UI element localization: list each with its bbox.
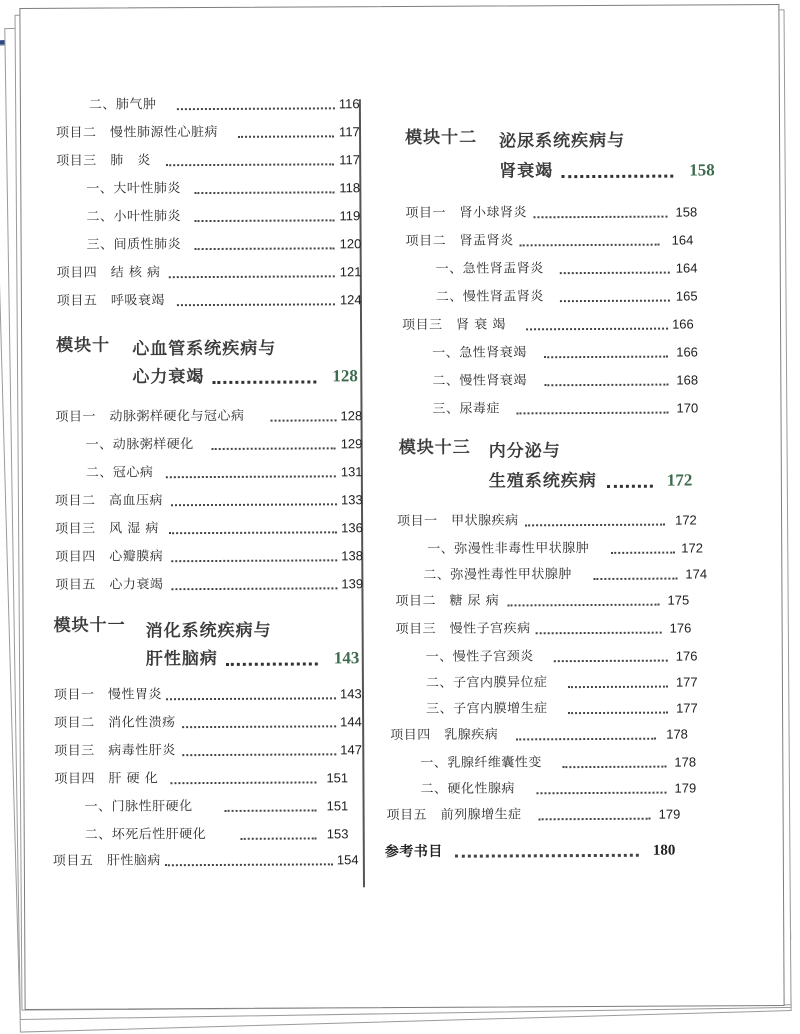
toc-entry-page: 178	[674, 754, 697, 770]
toc-leader	[455, 854, 639, 858]
references-page: 180	[652, 842, 676, 859]
toc-entry	[387, 803, 709, 827]
module-prefix: 模块十一	[53, 615, 126, 636]
toc-entry	[406, 229, 706, 253]
toc-entry	[427, 537, 707, 560]
toc-leader	[593, 578, 677, 580]
toc-entry-page: 136	[341, 520, 363, 536]
toc-entry-label: 一、乳腺纤维囊性变	[420, 755, 542, 771]
toc-entry	[89, 93, 363, 116]
toc-entry-page: 131	[340, 464, 363, 480]
toc-entry-page: 121	[339, 264, 362, 280]
module-subtitle: 肝性脑病	[145, 648, 218, 670]
module-title-line1: 消化系统疾病与	[145, 620, 272, 642]
toc-entry-label: 项目四 心瓣膜病	[55, 549, 164, 565]
toc-leader	[182, 725, 336, 728]
toc-leader	[516, 738, 656, 741]
toc-entry-label: 项目一 慢性胃炎	[53, 687, 163, 703]
module-prefix: 模块十三	[398, 437, 471, 459]
toc-entry	[397, 509, 707, 533]
toc-entry	[54, 739, 366, 763]
toc-leader	[520, 244, 660, 247]
toc-leader	[171, 503, 337, 506]
toc-entry-page: 158	[675, 204, 698, 220]
toc-leader	[166, 163, 334, 166]
references-label: 参考书目	[384, 843, 443, 861]
toc-entry-page: 176	[675, 648, 698, 664]
toc-entry	[57, 289, 364, 313]
module-title-line2	[489, 467, 715, 494]
toc-entry-label: 项目五 心力衰竭	[55, 577, 164, 593]
toc-entry-label: 项目二 慢性肺源性心脏病	[55, 124, 219, 141]
toc-entry	[85, 795, 367, 818]
toc-leader	[165, 863, 333, 866]
toc-entry-label: 二、坏死后性肝硬化	[84, 827, 207, 843]
toc-entry	[426, 645, 708, 668]
toc-leader	[241, 837, 317, 839]
toc-entry-label: 项目三 风 湿 病	[55, 521, 159, 537]
module-page: 143	[333, 648, 360, 668]
toc-entry-page: 175	[667, 592, 690, 608]
toc-entry-page: 172	[681, 540, 703, 556]
toc-entry-label: 二、慢性肾衰竭	[432, 373, 527, 389]
toc-entry	[57, 261, 364, 285]
toc-entry	[55, 517, 365, 541]
module-title-line2	[499, 157, 719, 184]
toc-leader	[225, 809, 317, 811]
toc-leader	[169, 531, 337, 534]
toc-entry-label: 项目三 慢性子宫疾病	[395, 621, 531, 638]
toc-entry	[390, 723, 708, 747]
module-page: 158	[689, 160, 715, 180]
toc-page	[19, 4, 784, 1010]
toc-entry	[55, 545, 365, 569]
module-title-line1: 心血管系统疾病与	[132, 338, 277, 360]
toc-leader	[526, 328, 668, 331]
toc-entry-label: 项目四 肝 硬 化	[54, 771, 159, 787]
toc-entry	[53, 849, 367, 873]
toc-entry	[87, 233, 364, 256]
toc-entry-page: 124	[339, 292, 362, 308]
toc-leader	[171, 559, 337, 562]
toc-entry	[432, 369, 706, 392]
toc-entry	[423, 563, 707, 586]
toc-entry-page: 117	[339, 152, 360, 168]
toc-entry	[420, 751, 708, 775]
toc-entry	[86, 433, 365, 456]
toc-entry	[426, 671, 708, 694]
toc-entry-label: 一、大叶性肺炎	[86, 181, 181, 197]
toc-leader	[568, 712, 668, 715]
toc-entry-page: 117	[338, 124, 360, 140]
toc-entry-page: 172	[675, 512, 697, 528]
toc-leader	[226, 662, 318, 665]
toc-entry	[86, 177, 363, 200]
module-page: 172	[666, 470, 693, 490]
toc-entry-label: 项目四 乳腺疾病	[390, 727, 499, 744]
toc-leader	[544, 356, 668, 359]
toc-leader	[166, 697, 336, 700]
toc-leader	[607, 485, 653, 488]
toc-leader	[561, 175, 673, 179]
toc-entry-label: 项目四 结 核 病	[56, 265, 161, 281]
toc-entry	[85, 823, 367, 846]
toc-leader	[562, 766, 666, 769]
toc-entry-page: 151	[326, 770, 349, 786]
toc-leader	[182, 753, 336, 756]
module-subtitle: 生殖系统疾病	[488, 470, 597, 492]
toc-leader	[212, 447, 336, 450]
toc-leader	[568, 686, 668, 689]
module-subtitle: 心力衰竭	[132, 367, 205, 388]
references-entry	[385, 839, 709, 865]
toc-leader	[212, 380, 316, 384]
toc-entry-label: 一、急性肾盂肾炎	[435, 261, 544, 277]
toc-entry	[86, 461, 365, 484]
toc-entry	[54, 767, 366, 791]
toc-entry-label: 项目一 肾小球肾炎	[405, 205, 528, 221]
toc-entry-page: 153	[326, 826, 349, 842]
toc-entry-page: 143	[339, 686, 362, 702]
toc-entry-page: 138	[341, 548, 363, 564]
toc-entry-label: 三、间质性肺炎	[86, 237, 182, 253]
toc-leader	[169, 275, 335, 278]
toc-leader	[238, 135, 334, 138]
toc-leader	[170, 781, 316, 784]
toc-entry	[436, 257, 706, 280]
toc-leader	[194, 191, 334, 194]
toc-entry-label: 三、子宫内膜增生症	[426, 701, 548, 717]
module-title-line1: 内分泌与	[488, 441, 561, 462]
toc-leader	[525, 524, 665, 527]
toc-entry-label: 项目二 高血压病	[54, 493, 164, 509]
toc-entry	[55, 573, 365, 597]
toc-entry-page: 164	[675, 260, 698, 276]
toc-entry-page: 166	[672, 316, 694, 332]
toc-entry-page: 178	[666, 726, 688, 742]
toc-entry	[420, 777, 708, 801]
toc-entry-label: 二、子宫内膜异位症	[425, 675, 548, 691]
toc-entry-page: 170	[676, 400, 699, 416]
toc-entry	[402, 313, 706, 337]
toc-entry-label: 二、慢性肾盂肾炎	[435, 289, 544, 305]
toc-leader	[171, 587, 337, 590]
toc-entry	[54, 683, 366, 707]
toc-entry	[55, 489, 365, 513]
toc-leader	[536, 632, 662, 635]
toc-entry	[56, 121, 363, 145]
toc-entry-page: 177	[675, 674, 698, 690]
toc-entry-page: 118	[339, 180, 361, 196]
module-page: 128	[332, 366, 358, 386]
toc-entry-page: 139	[341, 576, 364, 592]
toc-leader	[544, 384, 668, 387]
toc-entry	[432, 397, 706, 420]
toc-entry	[55, 405, 364, 429]
toc-entry	[86, 205, 363, 228]
toc-leader	[517, 412, 669, 415]
toc-entry-label: 一、弥漫性非毒性甲状腺肿	[427, 541, 590, 557]
toc-leader	[536, 792, 666, 795]
toc-entry	[426, 697, 708, 720]
toc-leader	[166, 475, 336, 478]
toc-entry-page: 176	[669, 620, 692, 636]
toc-entry-page: 133	[340, 492, 363, 508]
toc-entry-page: 128	[340, 408, 363, 424]
toc-entry-label: 项目三 病毒性肝炎	[54, 743, 176, 759]
toc-entry-page: 151	[326, 798, 349, 814]
toc-leader	[560, 300, 670, 303]
toc-entry-page: 164	[671, 232, 694, 248]
toc-entry-label: 二、肺气肿	[88, 97, 157, 113]
toc-entry-label: 项目五 肝性脑病	[52, 853, 161, 869]
toc-entry-label: 项目一 甲状腺疾病	[397, 513, 519, 530]
toc-leader	[271, 419, 337, 421]
toc-entry	[54, 711, 366, 735]
toc-entry-page: 174	[685, 566, 708, 582]
module-title-line1: 泌尿系统疾病与	[499, 130, 626, 152]
toc-leader	[194, 219, 334, 222]
toc-entry-page: 166	[676, 344, 698, 360]
toc-entry	[396, 617, 708, 641]
toc-entry-page: 179	[658, 806, 681, 822]
toc-leader	[177, 107, 335, 110]
toc-entry-label: 二、硬化性腺病	[420, 781, 516, 797]
toc-entry-label: 二、冠心病	[85, 465, 154, 481]
toc-entry-page: 129	[340, 436, 363, 452]
toc-entry-page: 177	[676, 700, 698, 716]
module-subtitle: 肾衰竭	[499, 161, 554, 182]
toc-entry-page: 168	[676, 372, 699, 388]
toc-entry-label: 项目三 肾 衰 竭	[402, 317, 506, 333]
toc-leader	[177, 303, 335, 306]
module-title-line2	[132, 363, 364, 390]
toc-entry-page: 179	[674, 780, 697, 796]
toc-entry-label: 项目三 肺 炎	[56, 153, 151, 169]
toc-leader	[611, 552, 675, 554]
toc-entry-label: 一、慢性子宫颈炎	[425, 649, 534, 665]
toc-leader	[539, 818, 651, 821]
toc-entry-page: 165	[675, 288, 698, 304]
toc-entry-label: 一、动脉粥样硬化	[85, 437, 194, 453]
toc-entry-label: 项目二 糖 尿 病	[395, 593, 500, 610]
toc-entry-page: 116	[338, 96, 360, 112]
toc-entry-page: 144	[340, 714, 362, 730]
toc-leader	[560, 272, 670, 275]
toc-entry	[436, 285, 706, 308]
toc-entry-label: 一、急性肾衰竭	[432, 345, 527, 361]
toc-entry-label: 项目一 动脉粥样硬化与冠心病	[55, 408, 245, 425]
toc-entry	[395, 589, 707, 613]
toc-entry	[432, 341, 706, 364]
toc-leader	[508, 604, 660, 607]
toc-entry-label: 三、尿毒症	[432, 401, 501, 417]
toc-entry-label: 二、弥漫性毒性甲状腺肿	[423, 567, 572, 583]
toc-entry-label: 项目五 前列腺增生症	[386, 807, 522, 824]
toc-entry-label: 项目五 呼吸衰竭	[56, 293, 165, 309]
toc-entry-label: 项目二 消化性溃疡	[54, 715, 176, 731]
module-prefix: 模块十二	[405, 127, 478, 148]
toc-entry-label: 一、门脉性肝硬化	[84, 799, 193, 815]
toc-entry-label: 项目二 肾盂肾炎	[405, 233, 514, 249]
toc-entry-page: 147	[340, 742, 363, 758]
toc-entry	[56, 149, 363, 173]
toc-entry-page: 154	[336, 852, 359, 868]
toc-leader	[195, 247, 335, 250]
toc-entry-label: 二、小叶性肺炎	[86, 209, 182, 225]
toc-entry-page: 120	[339, 236, 362, 252]
module-prefix: 模块十	[56, 335, 111, 356]
toc-entry	[405, 201, 705, 225]
toc-leader	[533, 216, 667, 219]
toc-leader	[554, 660, 668, 663]
toc-entry-page: 119	[339, 208, 361, 224]
module-title-line2	[146, 645, 366, 672]
